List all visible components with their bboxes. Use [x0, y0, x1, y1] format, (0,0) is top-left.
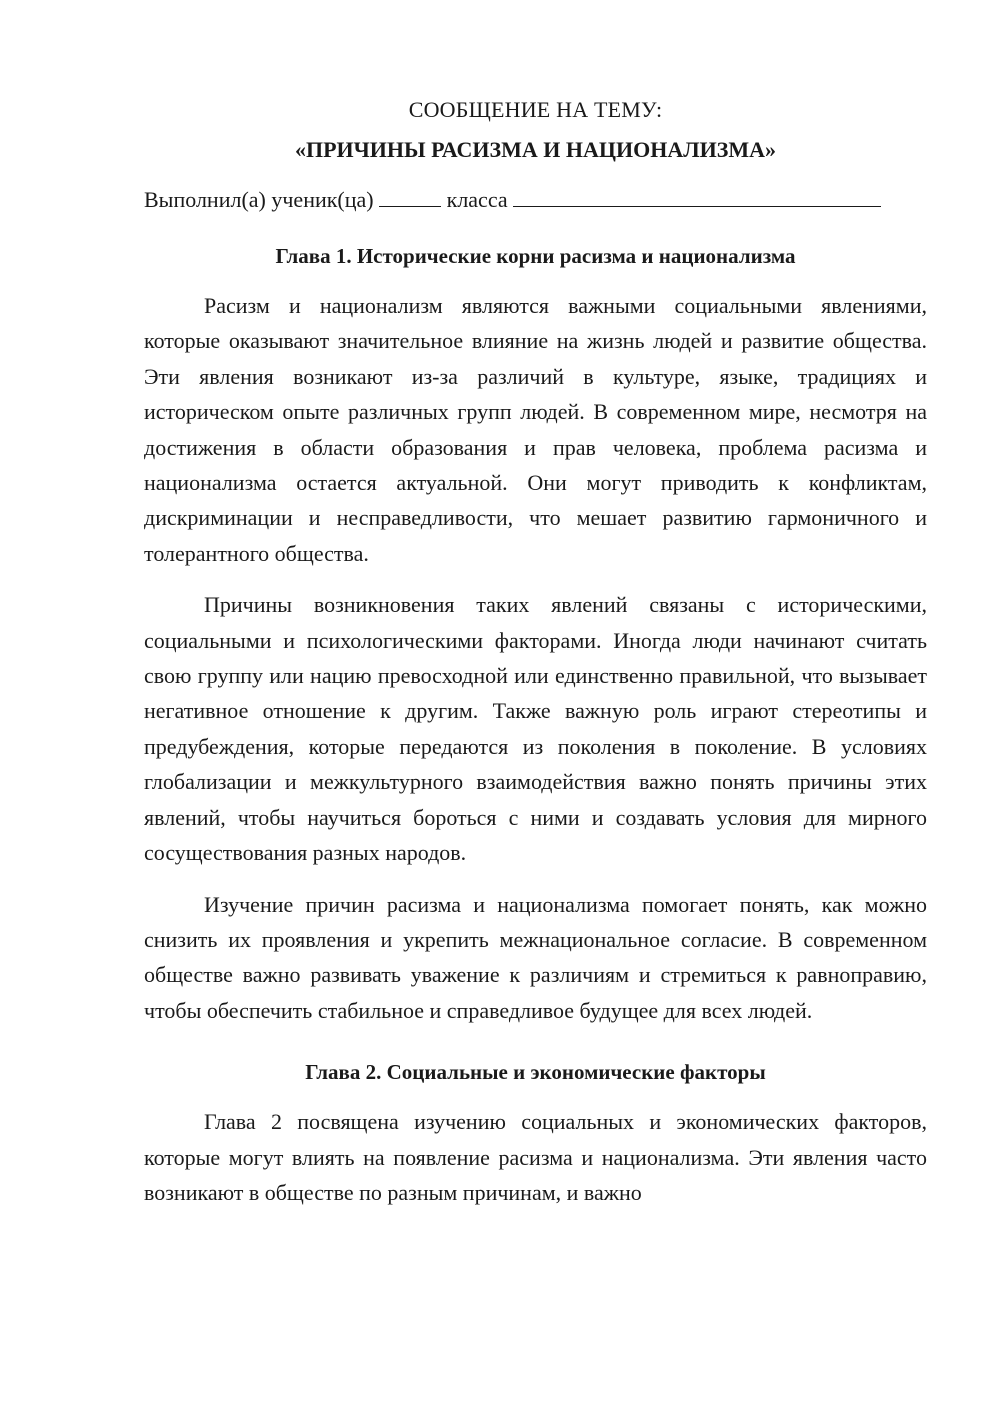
author-prefix: Выполнил(а) ученик(ца)	[144, 187, 374, 212]
chapter1-paragraph-2: Причины возникновения таких явлений связаны с историческими, социальными и психологическими факторами. Иногда люди начинают считать свою группу или нацию превосходной или единственно правильной, что вызывает негативное отношение к другим. Также важную роль играют стереотипы и предубеждения, которые передаются из поколения в поколение. В условиях глобализации и межкультурного взаимодействия важно понять причины этих явлений, чтобы научиться бороться с ними и создавать условия для мирного сосуществования разных народов.	[144, 592, 927, 866]
document-heading-line2: «ПРИЧИНЫ РАСИЗМА И НАЦИОНАЛИЗМА»	[294, 137, 777, 162]
chapter1-paragraph-1: Расизм и национализм являются важными социальными явлениями, которые оказывают значительное влияние на жизнь людей и развитие общества. Эти явления возникают из-за различий в культуре, языке, традициях и историческом опыте различных групп людей. В современном мире, несмотря на достижения в области образования и прав человека, проблема расизма и национализма остается актуальной. Они могут приводить к конфликтам, дискриминации и несправедливости, что мешает развитию гармоничного и толерантного общества.	[144, 293, 927, 566]
chapter2-paragraph-1: Глава 2 посвящена изучению социальных и экономических факторов, которые могут влиять на появление расизма и национализма. Эти явления часто возникают в обществе по разным причинам, и важно	[144, 1109, 927, 1205]
chapter1-title: Глава 1. Исторические корни расизма и национализма	[275, 244, 796, 268]
chapter1-paragraph-3: Изучение причин расизма и национализма помогает понять, как можно снизить их проявления и укрепить межнациональное согласие. В современном обществе важно развивать уважение к различиям и стремиться к равноправию, чтобы обеспечить стабильное и справедливое будущее для всех людей.	[144, 891, 927, 1023]
document-heading-line1: СООБЩЕНИЕ НА ТЕМУ:	[408, 97, 663, 122]
class-name-blank	[513, 184, 881, 207]
document-page	[144, 92, 927, 1210]
author-line	[144, 182, 927, 218]
author-class-word: класса	[446, 187, 508, 212]
class-number-blank	[379, 184, 441, 207]
chapter2-title: Глава 2. Социальные и экономические факторы	[305, 1060, 766, 1085]
